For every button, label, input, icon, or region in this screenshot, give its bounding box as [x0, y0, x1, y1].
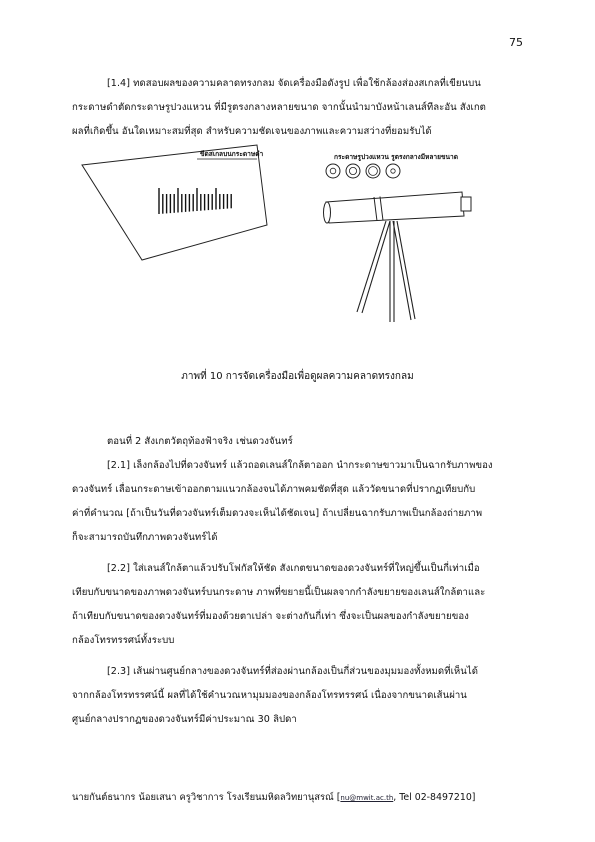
figure-caption: ภาพที่ 10 การจัดเครื่องมือเพื่อดูผลความคลาดทรงกลม	[181, 371, 414, 382]
scale-ticks	[159, 188, 231, 214]
paragraph-2-2-line-3: ถ้าเทียบกับขนาดของดวงจันทร์ที่มองด้วยตาเปล่า จะต่างกันกี่เท่า ซึ่งจะเป็นผลของกำลังขยายของ	[72, 611, 469, 622]
section-heading: ตอนที่ 2 สังเกตวัตถุท้องฟ้าจริง เช่นดวงจันทร์	[107, 436, 293, 447]
paragraph-2-3-line-3: ศูนย์กลางปรากฏของดวงจันทร์มีค่าประมาณ 30 ลิปดา	[72, 714, 297, 725]
paragraph-2-2-line-2: เทียบกับขนาดของภาพดวงจันทร์บนกระดาษ ภาพที่ขยายนี้เป็นผลจากกำลังขยายของเลนส์ใกล้ตาและ	[72, 587, 486, 598]
paragraph-1-4-line-3: ผลที่เกิดขึ้น อันใดเหมาะสมที่สุด สำหรับความชัดเจนของภาพและความสว่างที่ยอมรับได้	[72, 126, 432, 137]
paragraph-1-4-line-1: [1.4] ทดสอบผลของความคลาดทรงกลม จัดเครื่องมือดังรูป เพื่อใช้กล้องส่องสเกลที่เขียนบน	[107, 78, 481, 89]
tripod	[357, 221, 415, 322]
page-number: 75	[509, 36, 523, 49]
label-ring-apertures: กระดาษรูปวงแหวน รูตรงกลางมีหลายขนาด	[334, 153, 458, 161]
footer	[72, 790, 475, 805]
paragraph-2-1-line-4: ก็จะสามารถบันทึกภาพดวงจันทร์ได้	[72, 532, 218, 543]
footer-author: นายกันต์ธนากร น้อยเสนา ครูวิชาการ โรงเรียนมหิดลวิทยานุสรณ์ [	[72, 792, 341, 803]
paragraph-2-1-line-2: ดวงจันทร์ เลื่อนกระดาษเข้าออกตามแนวกล้องจนได้ภาพคมชัดที่สุด แล้ววัดขนาดที่ปรากฏเทียบกับ	[72, 484, 476, 495]
paragraph-2-1-line-1: [2.1] เล็งกล้องไปที่ดวงจันทร์ แล้วถอดเลนส์ใกล้ตาออก นำกระดาษขาวมาเป็นฉากรับภาพของ	[107, 460, 493, 471]
footer-tel: , Tel 02-8497210]	[393, 792, 476, 803]
paragraph-2-2-line-1: [2.2] ใส่เลนส์ใกล้ตาแล้วปรับโฟกัสให้ชัด สังเกตขนาดของดวงจันทร์ที่ใหญ่ขึ้นเป็นกี่เท่าเมื่อ	[107, 563, 480, 574]
paragraph-2-1-line-3: ค่าที่คำนวณ [ถ้าเป็นวันที่ดวงจันทร์เต็มดวงจะเห็นได้ชัดเจน] ถ้าเปลี่ยนฉากรับภาพเป็นกล้องถ่ายภาพ	[72, 508, 483, 519]
paragraph-2-2-line-4: กล้องโทรทรรศน์ทั้งระบบ	[72, 635, 175, 646]
footer-email-link[interactable]: nu@mwit.ac.th	[340, 794, 394, 802]
figure-telescope-setup	[72, 140, 532, 330]
paragraph-2-3-line-1: [2.3] เส้นผ่านศูนย์กลางของดวงจันทร์ที่ส่องผ่านกล้องเป็นกี่ส่วนของมุมมองทั้งหมดที่เห็นได้	[107, 666, 479, 677]
ring-apertures	[326, 164, 400, 178]
figure-drawing	[72, 140, 532, 330]
paragraph-1-4-line-2: กระดาษดำตัดกระดาษรูปวงแหวน ที่มีรูตรงกลางหลายขนาด จากนั้นนำมาบังหน้าเลนส์ทีละอัน สังเกต	[72, 102, 486, 113]
label-scale-on-black-paper: ขีดสเกลบนกระดาษดำ	[200, 150, 264, 158]
paragraph-2-3-line-2: จากกล้องโทรทรรศน์นี้ ผลที่ได้ใช้คำนวณหามุมมองของกล้องโทรทรรศน์ เนื่องจากขนาดเส้นผ่าน	[72, 690, 467, 701]
telescope	[324, 192, 472, 223]
